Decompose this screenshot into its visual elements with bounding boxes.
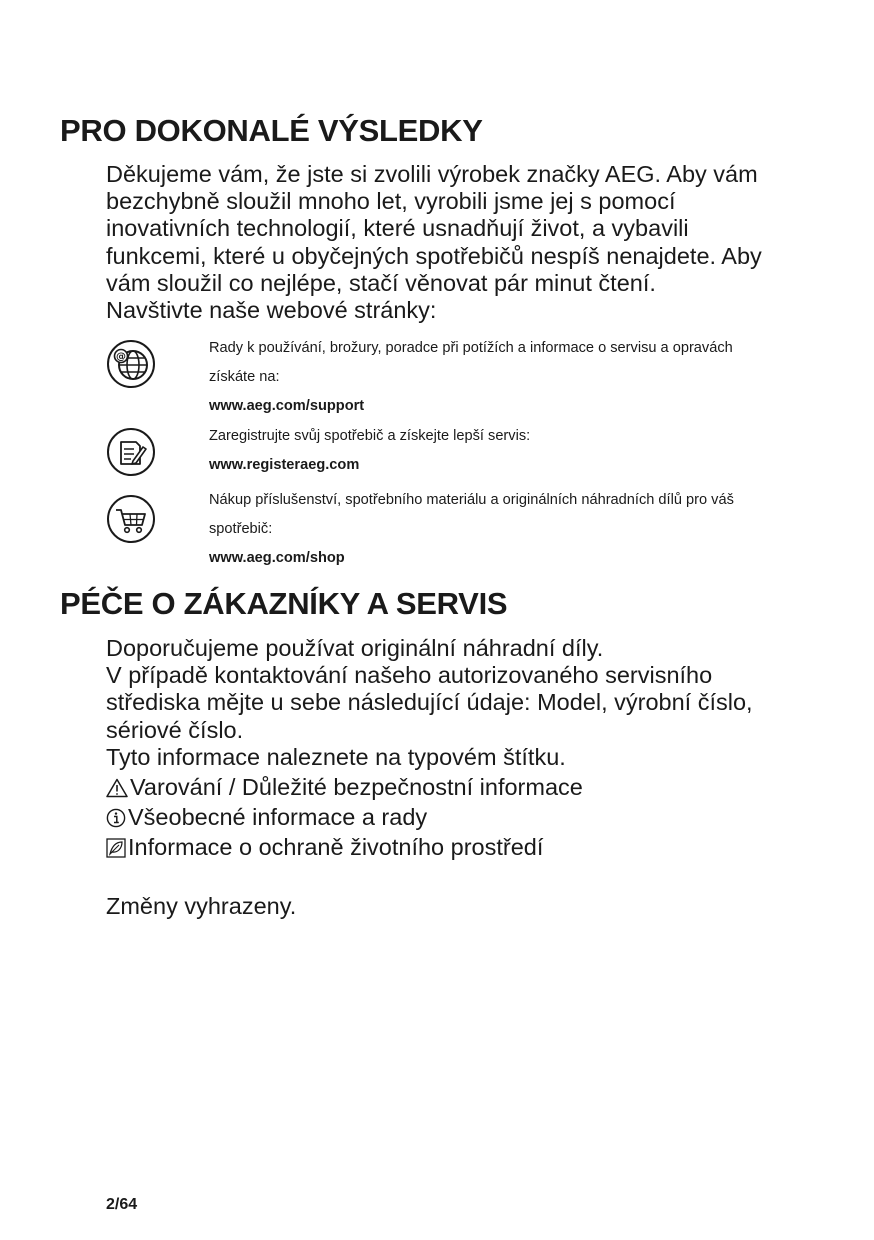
care-line: Tyto informace naleznete na typovém štítku. [106, 743, 566, 770]
register-text: Zaregistrujte svůj spotřebič a získejte lepší servis: [209, 428, 531, 444]
care-paragraph [106, 635, 826, 862]
leaf-icon [106, 834, 128, 861]
care-line: střediska mějte u sebe následující údaje: Model, výrobní číslo, [106, 689, 753, 716]
intro-line: vám sloužil co nejlépe, stačí věnovat pár minut čtení. [106, 269, 656, 296]
globe-at-icon [106, 339, 156, 389]
intro-paragraph [106, 161, 826, 324]
warning-legend-text: Varování / Důležité bezpečnostní informace [130, 774, 583, 801]
shopping-cart-icon [106, 494, 156, 544]
intro-line: inovativních technologií, které usnadňují život, a vybavili [106, 215, 689, 242]
shop-link[interactable]: www.aeg.com/shop [209, 550, 345, 566]
support-info [209, 334, 819, 421]
shop-text-cont: spotřebič: [209, 521, 273, 537]
warning-triangle-icon [106, 774, 130, 801]
info-legend [106, 804, 826, 831]
care-line: sériové číslo. [106, 716, 244, 743]
support-text-cont: získáte na: [209, 369, 280, 385]
register-info [209, 422, 819, 480]
register-link[interactable]: www.registeraeg.com [209, 457, 360, 473]
info-circle-icon [106, 804, 128, 831]
environment-legend [106, 834, 826, 861]
shop-info [209, 486, 819, 573]
shop-text: Nákup příslušenství, spotřebního materiálu a originálních náhradních dílů pro váš [209, 492, 734, 508]
section-title-results: PRO DOKONALÉ VÝSLEDKY [60, 113, 483, 148]
intro-line: Navštivte naše webové stránky: [106, 297, 437, 324]
changes-reserved: Změny vyhrazeny. [106, 893, 297, 919]
document-pen-icon [106, 427, 156, 477]
info-legend-text: Všeobecné informace a rady [128, 804, 428, 831]
environment-legend-text: Informace o ochraně životního prostředí [128, 834, 544, 861]
support-link[interactable]: www.aeg.com/support [209, 398, 365, 414]
care-line: V případě kontaktování našeho autorizovaného servisního [106, 662, 713, 689]
page-number: 2/64 [106, 1196, 138, 1213]
care-line: Doporučujeme používat originální náhradní díly. [106, 635, 604, 661]
intro-line: bezchybně sloužil mnoho let, vyrobili jsme jej s pomocí [106, 188, 676, 215]
section-title-care: PÉČE O ZÁKAZNÍKY A SERVIS [60, 586, 508, 621]
intro-line: funkcemi, které u obyčejných spotřebičů nespíš nenajdete. Aby [106, 242, 762, 269]
svg-text:@: @ [116, 351, 126, 363]
warning-legend [106, 774, 826, 801]
intro-line: Děkujeme vám, že jste si zvolili výrobek značky AEG. Aby vám [106, 161, 758, 187]
support-text: Rady k používání, brožury, poradce při potížích a informace o servisu a opravách [209, 340, 733, 356]
